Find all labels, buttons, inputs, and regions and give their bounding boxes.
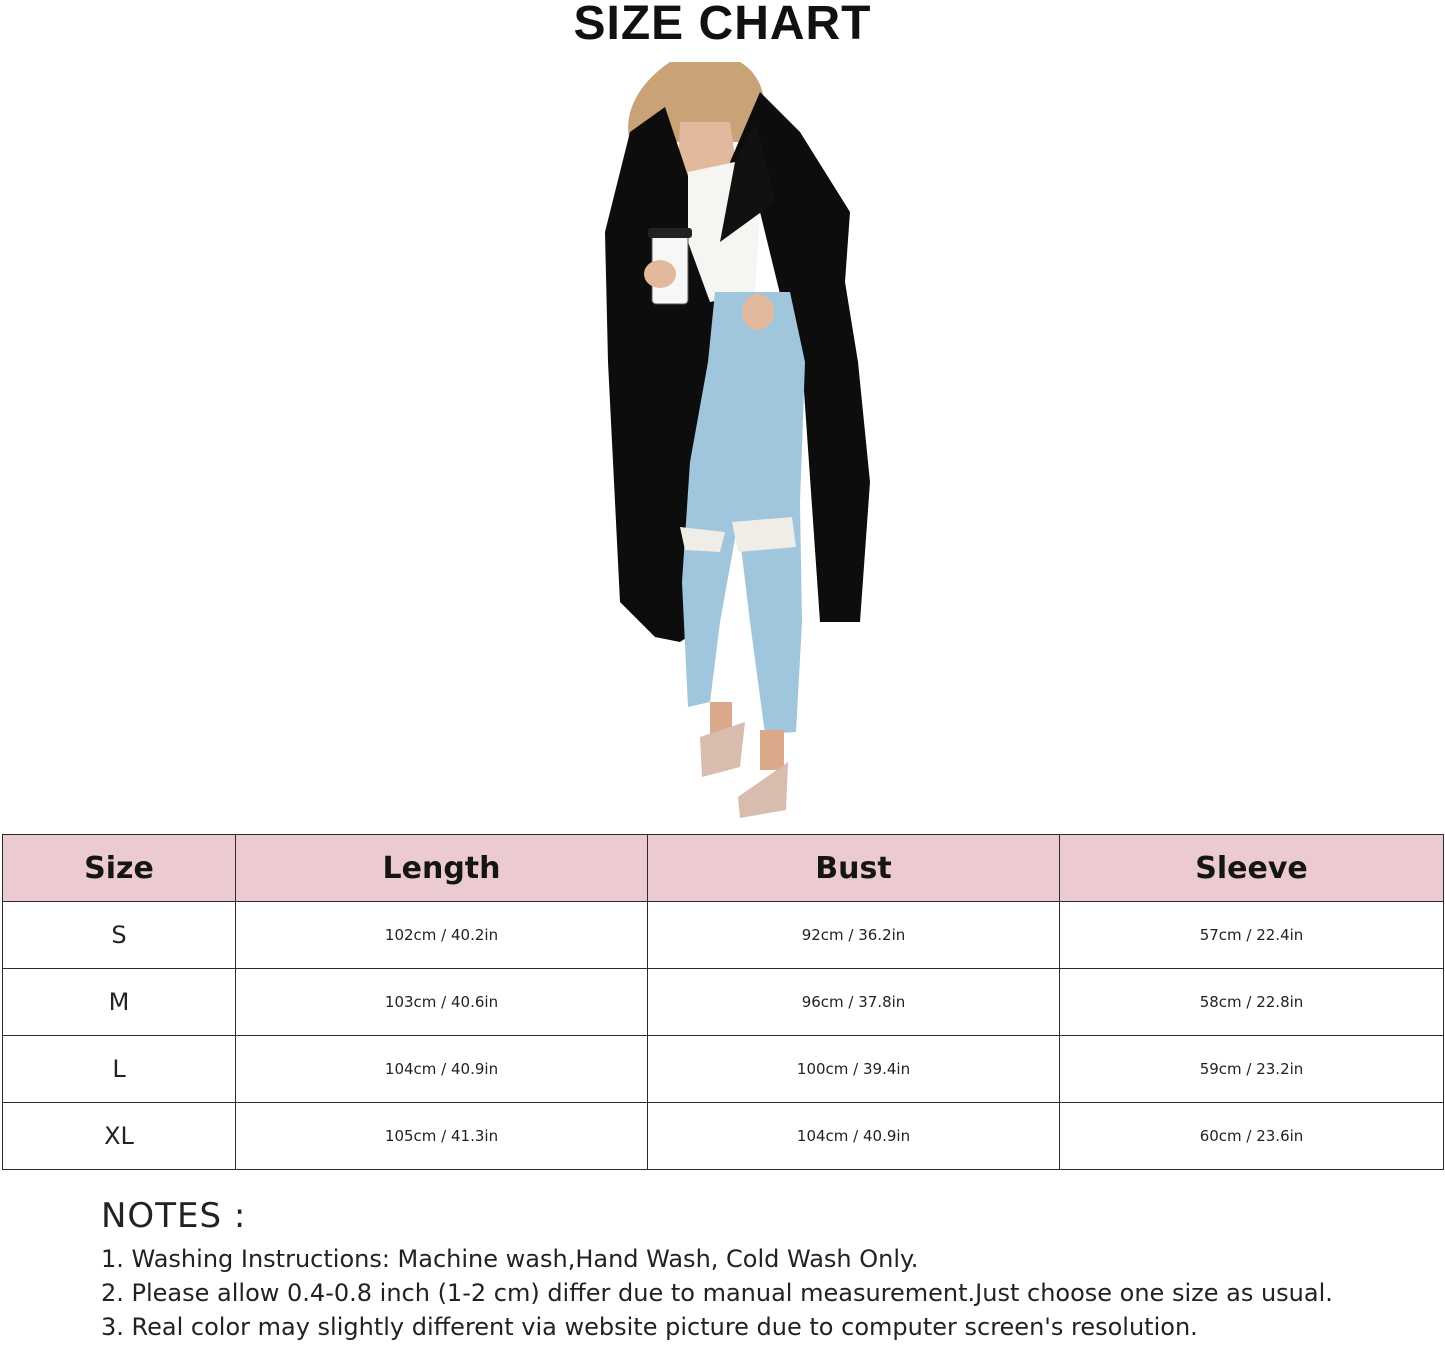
table-row (3, 1103, 1444, 1170)
size-cell: L (3, 1036, 236, 1103)
sleeve-cell: 58cm / 22.8in (1060, 969, 1444, 1036)
length-cell: 105cm / 41.3in (236, 1103, 648, 1170)
note-line: 3. Real color may slightly different via website picture due to computer screen's resolution. (101, 1313, 1198, 1341)
bust-cell: 104cm / 40.9in (648, 1103, 1060, 1170)
table-header-row (3, 835, 1444, 902)
bust-cell: 96cm / 37.8in (648, 969, 1060, 1036)
shoe-left (700, 722, 745, 777)
sleeve-cell: 59cm / 23.2in (1060, 1036, 1444, 1103)
model-photo (560, 62, 890, 822)
header-sleeve: Sleeve (1060, 835, 1444, 902)
size-cell: XL (3, 1103, 236, 1170)
sleeve-cell: 60cm / 23.6in (1060, 1103, 1444, 1170)
note-line: 2. Please allow 0.4-0.8 inch (1-2 cm) differ due to manual measurement.Just choose one size as usual. (101, 1279, 1333, 1307)
note-line: 1. Washing Instructions: Machine wash,Hand Wash, Cold Wash Only. (101, 1245, 919, 1273)
length-cell: 102cm / 40.2in (236, 902, 648, 969)
table-row (3, 969, 1444, 1036)
sleeve-cell: 57cm / 22.4in (1060, 902, 1444, 969)
notes-section (101, 1196, 1401, 1344)
header-length: Length (236, 835, 648, 902)
bust-cell: 92cm / 36.2in (648, 902, 1060, 969)
table-row (3, 1036, 1444, 1103)
size-table (2, 834, 1444, 1170)
length-cell: 103cm / 40.6in (236, 969, 648, 1036)
size-cell: M (3, 969, 236, 1036)
shoe-right (738, 762, 788, 818)
table-row (3, 902, 1444, 969)
notes-title: NOTES : (101, 1196, 247, 1236)
header-bust: Bust (648, 835, 1060, 902)
page-title: SIZE CHART (573, 0, 872, 50)
length-cell: 104cm / 40.9in (236, 1036, 648, 1103)
header-size: Size (3, 835, 236, 902)
size-cell: S (3, 902, 236, 969)
bust-cell: 100cm / 39.4in (648, 1036, 1060, 1103)
